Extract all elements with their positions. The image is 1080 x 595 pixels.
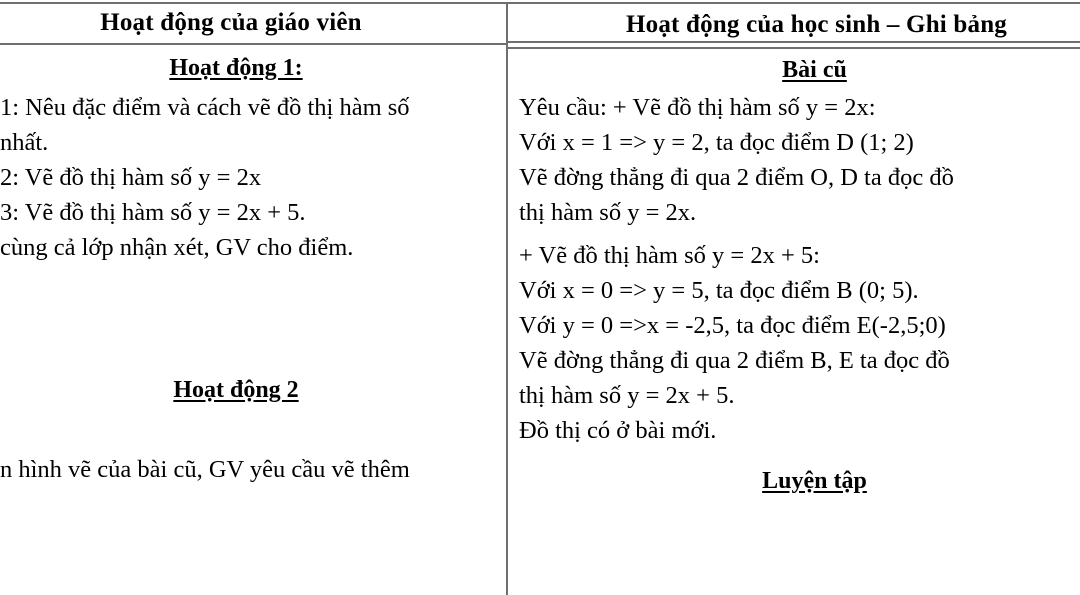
teacher-section-1-lines bbox=[0, 90, 506, 265]
teacher-section-2-lines bbox=[0, 452, 506, 487]
student-column bbox=[509, 2, 1080, 495]
text-line: nhất. bbox=[0, 129, 49, 156]
text-line: Với x = 0 => y = 5, ta đọc điểm B (0; 5). bbox=[519, 277, 919, 304]
teacher-section-1-title: Hoạt động 1: bbox=[169, 55, 303, 81]
text-line: cùng cả lớp nhận xét, GV cho điểm. bbox=[0, 234, 354, 261]
student-column-header: Hoạt động của học sinh – Ghi bảng bbox=[625, 10, 1007, 38]
teacher-column-header: Hoạt động của giáo viên bbox=[100, 8, 362, 36]
text-line: 2: Vẽ đồ thị hàm số y = 2x bbox=[0, 164, 262, 191]
teacher-column bbox=[0, 2, 506, 487]
student-column-body bbox=[509, 57, 1080, 495]
student-section-2-title: Luyện tập bbox=[762, 468, 867, 494]
text-line: Vẽ đờng thẳng đi qua 2 điểm O, D ta đọc đồ bbox=[519, 164, 954, 191]
text-line: Yêu cầu: + Vẽ đồ thị hàm số y = 2x: bbox=[519, 94, 876, 121]
table-column-divider bbox=[506, 2, 508, 595]
student-section-1-title: Bài cũ bbox=[782, 57, 847, 83]
teacher-section-2-title: Hoạt động 2 bbox=[173, 377, 299, 403]
text-line: Vẽ đờng thẳng đi qua 2 điểm B, E ta đọc đồ bbox=[519, 347, 950, 374]
student-block-1 bbox=[519, 90, 1080, 230]
teacher-column-body bbox=[0, 55, 506, 487]
text-line: n hình vẽ của bài cũ, GV yêu cầu vẽ thêm bbox=[0, 456, 410, 483]
text-line: thị hàm số y = 2x. bbox=[519, 199, 697, 226]
text-line: Đồ thị có ở bài mới. bbox=[519, 417, 717, 444]
text-line: 1: Nêu đặc điểm và cách vẽ đồ thị hàm số bbox=[0, 94, 410, 121]
text-line: Với y = 0 =>x = -2,5, ta đọc điểm E(-2,5;0) bbox=[519, 312, 946, 339]
text-line: 3: Vẽ đồ thị hàm số y = 2x + 5. bbox=[0, 199, 306, 226]
text-line: + Vẽ đồ thị hàm số y = 2x + 5: bbox=[519, 242, 820, 269]
lesson-plan-table bbox=[0, 2, 1080, 595]
student-block-2 bbox=[519, 238, 1080, 448]
text-line: Với x = 1 => y = 2, ta đọc điểm D (1; 2) bbox=[519, 129, 914, 156]
text-line: thị hàm số y = 2x + 5. bbox=[519, 382, 735, 409]
